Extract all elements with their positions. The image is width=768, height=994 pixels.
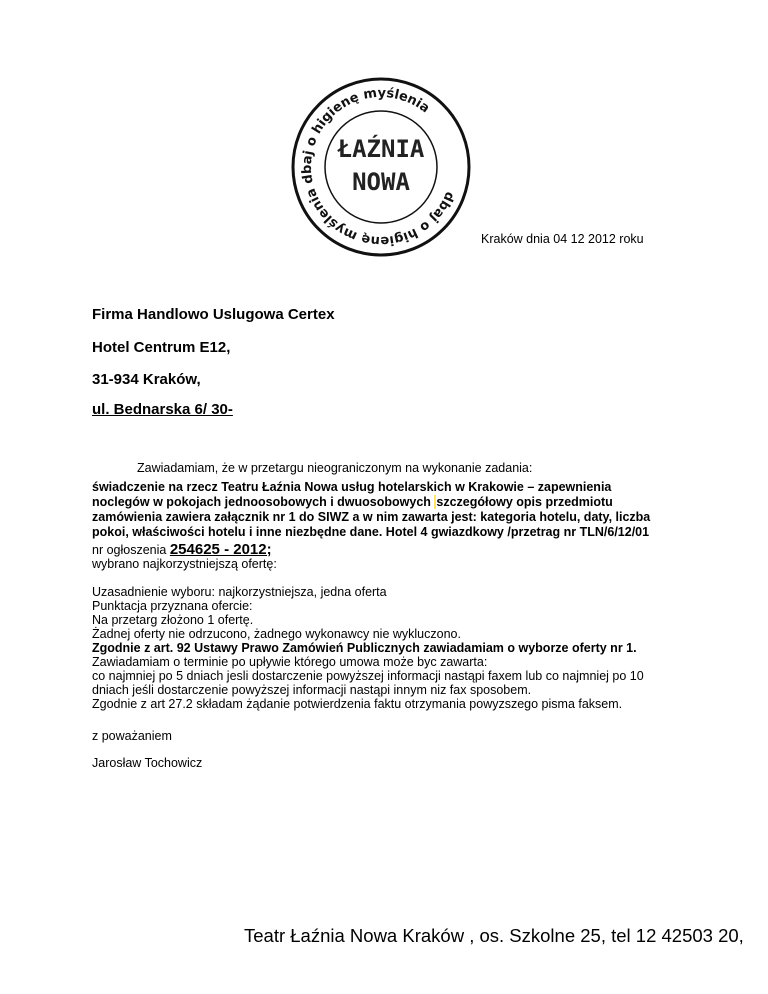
task-description [92,480,692,540]
task-line-4: pokoi, właściwości hotelu i inne niezbędne dane. Hotel 4 gwiazdkowy /przetrag nr TLN/6/12/01 [92,525,650,539]
body-line: Żadnej oferty nie odrzucono, żadnego wykonawcy nie wykluczono. [92,627,461,641]
body-line: co najmniej po 5 dniach jesli dostarczenie powyższej informacji nastąpi faxem lub co najmniej po 10 [92,669,644,683]
recipient-city: 31-934 Kraków, [92,371,201,388]
task-line-1: świadczenie na rzecz Teatru Łaźnia Nowa usług hotelarskich w Krakowie – zapewnienia [92,480,612,494]
notice-number: 254625 - 2012; [169,541,272,558]
body-line: Zawiadamiam o terminie po upływie którego umowa może byc zawarta: [92,655,488,669]
task-line-2a: noclegów w pokojach jednoosobowych i dwuosobowych [92,495,435,509]
body-line: Zgodnie z art 27.2 składam żądanie potwierdzenia faktu otrzymania powyzszego pisma faksem. [92,697,623,711]
notice-number-line [92,541,272,558]
intro-text: Zawiadamiam, że w przetargu nieograniczonym na wykonanie zadania: [137,461,533,475]
task-line-2 [92,495,692,510]
closing-regards: z poważaniem [92,729,172,743]
justification-block [92,585,732,711]
date-line: Kraków dnia 04 12 2012 roku [481,232,644,246]
footer-address: Teatr Łaźnia Nowa Kraków , os. Szkolne 25, tel 12 42503 20, [244,925,744,946]
chosen-offer-text: wybrano najkorzystniejszą ofertę: [92,557,277,571]
body-line: Punktacja przyznana ofercie: [92,599,253,613]
logo-line2: NOWA [352,168,410,196]
body-line: dniach jeśli dostarczenie powyższej informacji nastąpi innym niz fax sposobem. [92,683,532,697]
signer-name: Jarosław Tochowicz [92,756,203,770]
notice-label: nr ogłoszenia [92,543,167,557]
task-line-3: zamówienia zawiera załącznik nr 1 do SIWZ a w nim zawarta jest: kategoria hotelu, daty, liczba [92,510,651,524]
body-line-bold: Zgodnie z art. 92 Ustawy Prawo Zamówień Publicznych zawiadamiam o wyborze oferty nr 1. [92,641,637,655]
body-line: Na przetarg złożono 1 ofertę. [92,613,254,627]
recipient-street: ul. Bednarska 6/ 30- [92,401,233,418]
task-line-2b: szczegółowy opis przedmiotu [436,495,613,509]
recipient-name: Firma Handlowo Uslugowa Certex [92,306,335,323]
recipient-hotel: Hotel Centrum E12, [92,339,231,356]
svg-text:dbaj o higienę myślenia dbaj o [286,72,476,262]
logo-line1: ŁAŹNIA [337,135,425,163]
body-line: Uzasadnienie wyboru: najkorzystniejsza, jedna oferta [92,585,387,599]
laznia-nowa-stamp-logo [286,72,476,262]
logo-ring-text: dbaj o higienę myślenia dbaj o higienę myślenia [299,85,458,249]
